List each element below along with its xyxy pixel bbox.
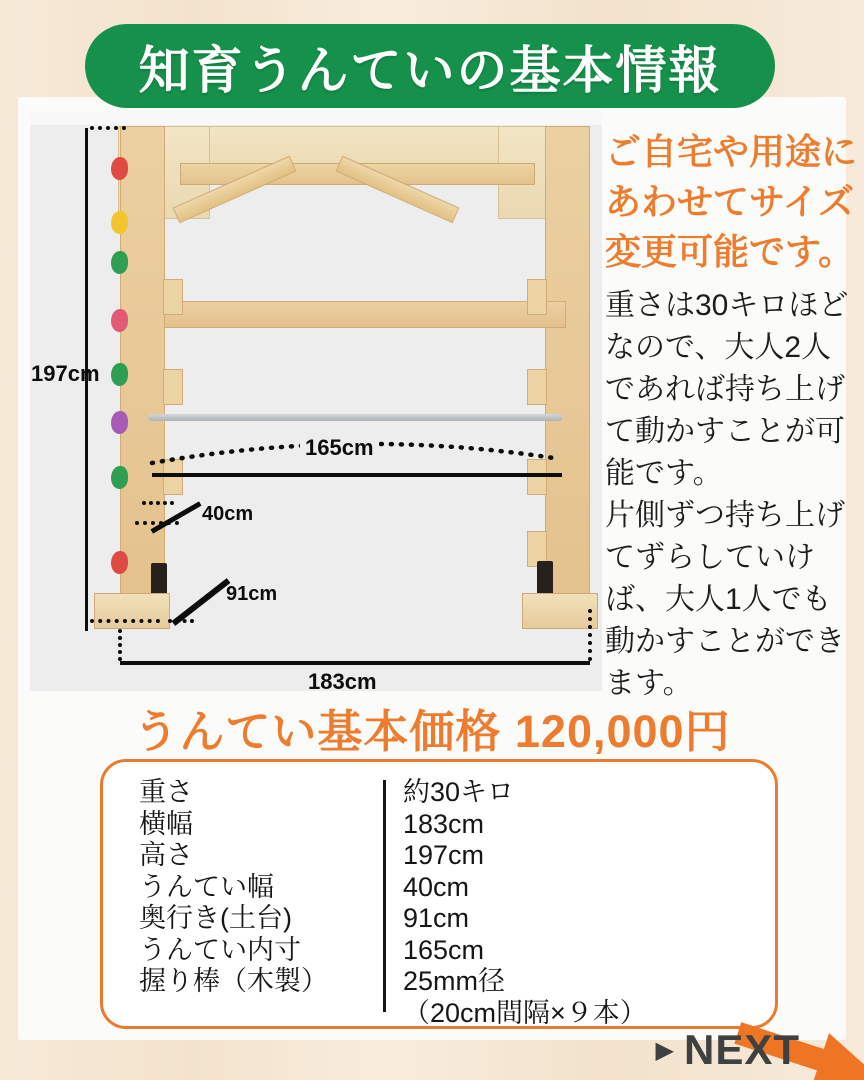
body-text-line: て動かすことが可 (605, 415, 845, 448)
spec-value-column (403, 777, 647, 1029)
spec-label: うんてい内寸 (139, 934, 301, 965)
spec-value: 91cm (403, 903, 470, 933)
highlight-text-line: ご自宅や用途に (605, 131, 858, 172)
width-measure-dots-right (588, 609, 592, 661)
spec-value: 40cm (403, 871, 470, 902)
body-text-line: ば、大人1人でも (605, 583, 832, 616)
body-text-line: なので、大人2人 (605, 331, 832, 364)
spec-label-column (139, 777, 328, 998)
total-width-dimension-label: 183cm (308, 669, 377, 691)
highlight-text-line: 変更可能です。 (605, 231, 855, 272)
spec-value: 197cm (403, 840, 485, 870)
body-text-line: 片側ずつ持ち上げ (605, 499, 845, 532)
total-width-line (120, 661, 590, 665)
spec-label: 重さ (139, 777, 193, 807)
highlight-text-line: あわせてサイズ (605, 181, 855, 222)
spec-value: 165cm (403, 934, 485, 965)
title-banner (85, 24, 775, 108)
spec-value: 約30キロ (403, 777, 515, 807)
spec-table (100, 759, 778, 1029)
spec-value: 183cm (403, 808, 485, 839)
width-measure-dots-left (118, 629, 122, 661)
base-depth-dots (90, 619, 160, 623)
page-title: 知育うんていの基本情報 (138, 42, 722, 99)
spec-label: 奥行き(土台) (139, 903, 292, 933)
price-heading: うんてい基本価格 120,000円 (133, 706, 731, 757)
body-text-line: ます。 (605, 667, 693, 700)
spec-table-divider (383, 780, 386, 1012)
inner-span-arc (30, 111, 602, 691)
description-column (605, 127, 858, 705)
spec-label: 横幅 (139, 808, 193, 839)
next-button[interactable] (624, 1016, 864, 1080)
inner-span-dimension-label: 165cm (300, 435, 379, 461)
play-triangle-icon: ▶ (655, 1036, 674, 1064)
body-text (605, 285, 849, 705)
spec-value-note: （20cm間隔×９本） (403, 997, 647, 1028)
rung-width-dimension-label: 40cm (202, 503, 254, 525)
content-card (18, 97, 858, 1040)
base-depth-dimension-label: 91cm (226, 583, 278, 605)
spec-label: 高さ (139, 840, 193, 870)
body-text-line: 重さは30キロほど (605, 289, 849, 322)
body-text-line: 能です。 (605, 457, 723, 490)
product-photo (30, 111, 602, 691)
body-text-line: であれば持ち上げ (605, 373, 845, 406)
rung-width-dots (142, 501, 174, 505)
spec-value: 25mm径 (403, 966, 506, 996)
spec-label: 握り棒（木製） (139, 966, 328, 996)
height-dimension-label: 197cm (31, 361, 100, 386)
next-label-group (656, 1026, 800, 1074)
next-label: NEXT (683, 1026, 800, 1073)
body-text-line: てずらしていけ (605, 541, 815, 574)
spec-label: うんてい幅 (139, 871, 274, 902)
inner-span-line (152, 473, 562, 477)
body-text-line: 動かすことができ (605, 625, 845, 658)
